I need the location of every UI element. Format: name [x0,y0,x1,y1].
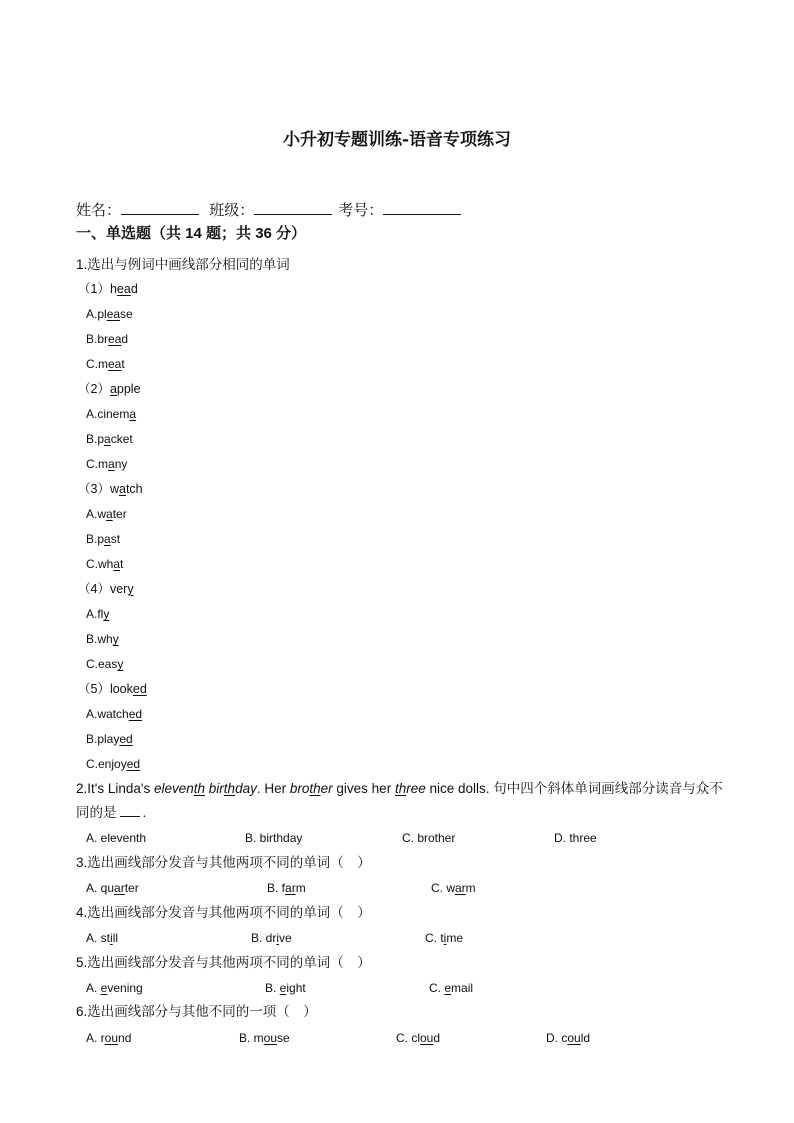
q2-stem-line2: 同的是 . [76,805,147,820]
q2-word-eleventh: eleventh [153,781,206,796]
q2-option-d[interactable]: D. three [554,831,597,845]
q1-part-5-option-c[interactable]: C.enjoyed [86,757,141,771]
q1-part-3-option-a[interactable]: A.water [86,507,127,521]
q6-option-b[interactable]: B. mouse [239,1031,290,1045]
q1-part-4-option-b[interactable]: B.why [86,632,119,646]
q2-word-three: three [394,781,426,796]
q1-part-3-option-c[interactable]: C.what [86,557,124,571]
q6-option-a[interactable]: A. round [86,1031,132,1045]
q2-answer-blank[interactable] [120,804,140,817]
q4-option-b[interactable]: B. drive [251,931,292,945]
q2-option-a[interactable]: A. eleventh [86,831,147,845]
q1-part-4-word: （4）very [78,582,134,596]
q6-option-d[interactable]: D. could [546,1031,591,1045]
q1-part-1-option-c[interactable]: C.meat [86,357,125,371]
section-heading: 一、单选题（共 14 题；共 36 分） [76,225,307,242]
q5-option-a[interactable]: A. evening [86,981,143,995]
class-blank[interactable] [254,202,332,215]
class-label: 班级： [209,202,255,219]
q3-option-b[interactable]: B. farm [267,881,306,895]
q1-part-4-option-a[interactable]: A.fly [86,607,110,621]
q5-option-c[interactable]: C. email [429,981,474,995]
q1-part-2-option-c[interactable]: C.many [86,457,128,471]
q6-stem: 6.选出画线部分与其他不同的一项（ ） [76,1004,317,1019]
q1-part-3-option-b[interactable]: B.past [86,532,121,546]
q1-part-5-word: （5）looked [78,682,147,696]
q1-part-5-option-b[interactable]: B.played [86,732,133,746]
q3-option-c[interactable]: C. warm [431,881,476,895]
q2-text-1: 2.It's Linda's [76,781,154,796]
q2-text-3: gives her [332,781,395,796]
q1-part-2-option-a[interactable]: A.cinema [86,407,137,421]
number-blank[interactable] [383,202,461,215]
q2-word-birthday: birthday [208,781,257,796]
q1-part-1-option-a[interactable]: A.please [86,307,133,321]
q6-option-c[interactable]: C. cloud [396,1031,441,1045]
q3-stem: 3.选出画线部分发音与其他两项不同的单词（ ） [76,855,371,870]
q2-text-2: . Her [256,781,290,796]
name-label: 姓名： [76,202,122,219]
q1-part-3-word: （3）watch [78,482,143,496]
q1-part-2-word: （2）apple [78,382,141,396]
q1-part-1-option-b[interactable]: B.bread [86,332,129,346]
q1-part-5-option-a[interactable]: A.watched [86,707,143,721]
name-blank[interactable] [121,202,199,215]
q2-option-c[interactable]: C. brother [402,831,456,845]
q2-stem [76,780,723,798]
q4-stem: 4.选出画线部分发音与其他两项不同的单词（ ） [76,905,371,920]
q1-part-1-word: （1）head [78,282,138,296]
q5-option-b[interactable]: B. eight [265,981,306,995]
q1-part-4-option-c[interactable]: C.easy [86,657,124,671]
page-title: 小升初专题训练-语音专项练习 [282,130,512,150]
q1-part-2-option-b[interactable]: B.packet [86,432,133,446]
q2-option-b[interactable]: B. birthday [245,831,303,845]
q3-option-a[interactable]: A. quarter [86,881,139,895]
q5-stem: 5.选出画线部分发音与其他两项不同的单词（ ） [76,955,371,970]
student-info-line [76,199,467,220]
q4-option-c[interactable]: C. time [425,931,464,945]
q4-option-a[interactable]: A. still [86,931,119,945]
q2-text-4: nice dolls. 句中四个斜体单词画线部分读音与众不 [425,781,723,796]
q1-stem: 1.选出与例词中画线部分相同的单词 [76,257,290,272]
q2-word-brother: brother [289,781,333,796]
number-label: 考号： [338,202,384,219]
